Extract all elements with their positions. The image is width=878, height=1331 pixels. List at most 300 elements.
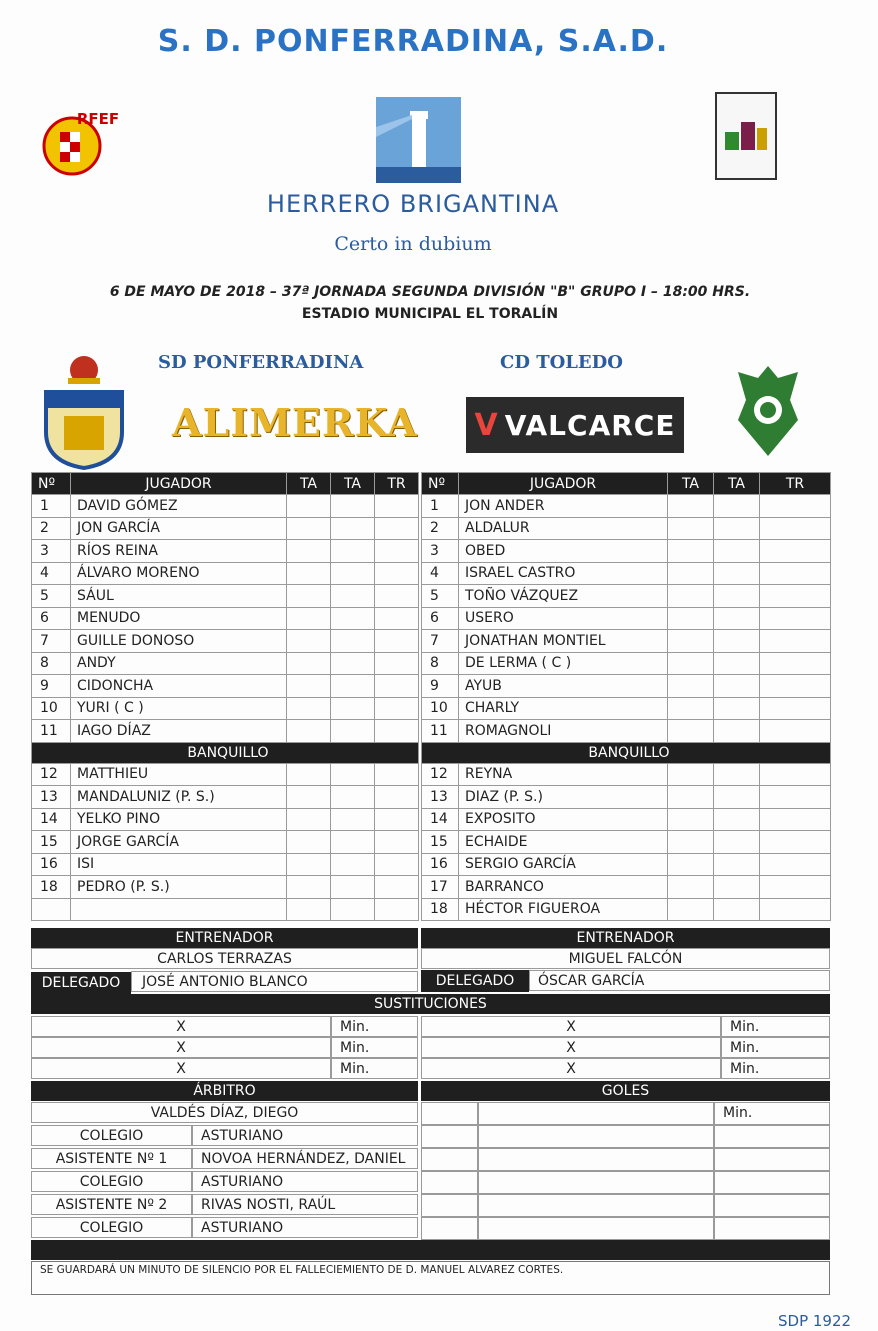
ta-cell — [287, 562, 331, 585]
player-number: 15 — [32, 831, 71, 854]
player-number: 10 — [32, 697, 71, 720]
club-title: S. D. PONFERRADINA, S.A.D. — [157, 24, 669, 59]
player-name: AYUB — [459, 675, 668, 698]
player-number: 16 — [32, 853, 71, 876]
lighthouse-logo — [376, 97, 461, 183]
tr-cell — [760, 495, 831, 518]
match-line: 6 DE MAYO DE 2018 – 37ª JORNADA SEGUNDA DIVISIÓN "B" GRUPO I – 18:00 HRS. — [109, 284, 751, 300]
ta-cell — [668, 652, 714, 675]
home-sub-min: Min. — [331, 1016, 418, 1037]
ta-cell — [714, 517, 760, 540]
ta-cell — [287, 786, 331, 809]
player-number: 15 — [422, 831, 459, 854]
home-team-name: SD PONFERRADINA — [158, 352, 364, 373]
ta-cell — [287, 763, 331, 786]
tr-cell — [760, 540, 831, 563]
ta-cell — [668, 786, 714, 809]
col-ta: TA — [668, 473, 714, 495]
ta-cell — [714, 652, 760, 675]
referee-value: ASTURIANO — [192, 1217, 418, 1238]
ta-cell — [714, 831, 760, 854]
goals-cell — [421, 1102, 478, 1125]
tr-cell — [375, 786, 419, 809]
table-row — [422, 697, 831, 720]
col-ta: TA — [287, 473, 331, 495]
referee-main: VALDÉS DÍAZ, DIEGO — [31, 1102, 418, 1123]
home-coach-label: ENTRENADOR — [31, 928, 418, 948]
ta-cell — [331, 876, 375, 899]
player-number: 7 — [32, 630, 71, 653]
ta-cell — [331, 898, 375, 921]
footer-note: SE GUARDARÁ UN MINUTO DE SILENCIO POR EL FALLECIEMIENTO DE D. MANUEL ALVAREZ CORTES. — [31, 1261, 830, 1295]
player-name: YURI ( C ) — [71, 697, 287, 720]
table-row — [32, 675, 419, 698]
player-name: DAVID GÓMEZ — [71, 495, 287, 518]
tr-cell — [375, 675, 419, 698]
player-name: JORGE GARCÍA — [71, 831, 287, 854]
player-number: 3 — [32, 540, 71, 563]
table-row — [32, 630, 419, 653]
subs-band: SUSTITUCIONES — [31, 994, 830, 1014]
tr-cell — [375, 876, 419, 899]
ta-cell — [287, 876, 331, 899]
player-number: 9 — [422, 675, 459, 698]
ta-cell — [287, 652, 331, 675]
ta-cell — [668, 720, 714, 743]
player-name: ISI — [71, 853, 287, 876]
ta-cell — [331, 517, 375, 540]
col-player: JUGADOR — [71, 473, 287, 495]
referee-role: COLEGIO — [31, 1217, 192, 1238]
goals-cell — [478, 1148, 714, 1171]
player-number: 16 — [422, 853, 459, 876]
player-number: 13 — [32, 786, 71, 809]
home-sub-min: Min. — [331, 1058, 418, 1079]
away-bench-band: BANQUILLO — [422, 742, 831, 763]
player-number: 7 — [422, 630, 459, 653]
player-name: YELKO PINO — [71, 808, 287, 831]
home-sub-x: X — [31, 1037, 331, 1058]
ta-cell — [714, 898, 760, 921]
tr-cell — [375, 585, 419, 608]
ta-cell — [331, 495, 375, 518]
tr-cell — [375, 697, 419, 720]
ta-cell — [668, 562, 714, 585]
ta-cell — [714, 720, 760, 743]
tr-cell — [760, 808, 831, 831]
player-number: 17 — [422, 876, 459, 899]
player-name: MANDALUNIZ (P. S.) — [71, 786, 287, 809]
goals-cell — [714, 1148, 830, 1171]
ta-cell — [331, 808, 375, 831]
table-row — [422, 720, 831, 743]
tr-cell — [760, 585, 831, 608]
table-row — [422, 675, 831, 698]
player-name: ROMAGNOLI — [459, 720, 668, 743]
home-sub-x: X — [31, 1016, 331, 1037]
player-name: TOÑO VÁZQUEZ — [459, 585, 668, 608]
player-name: OBED — [459, 540, 668, 563]
ta-cell — [287, 585, 331, 608]
tr-cell — [375, 495, 419, 518]
tr-cell — [375, 562, 419, 585]
tr-cell — [760, 675, 831, 698]
player-number: 3 — [422, 540, 459, 563]
away-team-name: CD TOLEDO — [500, 352, 623, 373]
player-name: ÁLVARO MORENO — [71, 562, 287, 585]
table-row — [32, 763, 419, 786]
player-number: 9 — [32, 675, 71, 698]
home-coach: CARLOS TERRAZAS — [31, 948, 418, 969]
tr-cell — [760, 630, 831, 653]
ta-cell — [287, 808, 331, 831]
ta-cell — [668, 876, 714, 899]
ta-cell — [331, 675, 375, 698]
player-number: 4 — [422, 562, 459, 585]
table-row — [32, 786, 419, 809]
player-name: RÍOS REINA — [71, 540, 287, 563]
player-number: 4 — [32, 562, 71, 585]
player-name: CIDONCHA — [71, 675, 287, 698]
player-number: 12 — [422, 763, 459, 786]
ta-cell — [714, 607, 760, 630]
goals-cell — [421, 1194, 478, 1217]
referee-value: ASTURIANO — [192, 1125, 418, 1146]
ta-cell — [331, 607, 375, 630]
ta-cell — [668, 585, 714, 608]
away-coach: MIGUEL FALCÓN — [421, 948, 830, 969]
tr-cell — [375, 808, 419, 831]
tr-cell — [760, 517, 831, 540]
ta-cell — [287, 675, 331, 698]
tr-cell — [375, 720, 419, 743]
tr-cell — [375, 517, 419, 540]
table-row — [32, 697, 419, 720]
referee-role: ASISTENTE Nº 2 — [31, 1194, 192, 1215]
goals-cell — [421, 1171, 478, 1194]
ta-cell — [714, 540, 760, 563]
ta-cell — [714, 585, 760, 608]
player-name: IAGO DÍAZ — [71, 720, 287, 743]
home-lineup-table — [31, 472, 419, 921]
home-delegate-label: DELEGADO — [31, 972, 131, 994]
referee-value: RIVAS NOSTI, RAÚL — [192, 1194, 418, 1215]
table-row — [422, 517, 831, 540]
player-name: PEDRO (P. S.) — [71, 876, 287, 899]
player-number: 14 — [32, 808, 71, 831]
ta-cell — [668, 630, 714, 653]
table-row — [422, 853, 831, 876]
player-name: JON ANDER — [459, 495, 668, 518]
ta-cell — [331, 786, 375, 809]
player-name: JON GARCÍA — [71, 517, 287, 540]
player-name: GUILLE DONOSO — [71, 630, 287, 653]
rfef-logo — [40, 102, 120, 182]
ta-cell — [714, 853, 760, 876]
ta-cell — [331, 540, 375, 563]
player-number: 5 — [32, 585, 71, 608]
bottom-band — [31, 1240, 830, 1260]
ta-cell — [714, 876, 760, 899]
table-row — [32, 607, 419, 630]
ta-cell — [331, 831, 375, 854]
player-name: MATTHIEU — [71, 763, 287, 786]
tr-cell — [760, 898, 831, 921]
referee-role: COLEGIO — [31, 1125, 192, 1146]
table-row — [32, 808, 419, 831]
ta-cell — [331, 630, 375, 653]
sponsor-name: HERRERO BRIGANTINA — [266, 190, 560, 218]
table-row — [32, 898, 419, 921]
away-sponsor-label: VALCARCE — [504, 408, 676, 442]
ta-cell — [668, 540, 714, 563]
home-sub-min: Min. — [331, 1037, 418, 1058]
player-name: BARRANCO — [459, 876, 668, 899]
col-num: Nº — [32, 473, 71, 495]
ta-cell — [287, 517, 331, 540]
player-number: 5 — [422, 585, 459, 608]
player-number: 11 — [32, 720, 71, 743]
tr-cell — [375, 540, 419, 563]
table-row — [422, 786, 831, 809]
away-sub-x: X — [421, 1058, 721, 1079]
goals-cell — [478, 1194, 714, 1217]
away-sub-min: Min. — [721, 1058, 830, 1079]
player-name: ALDALUR — [459, 517, 668, 540]
player-name — [71, 898, 287, 921]
table-row — [32, 853, 419, 876]
goals-cell — [478, 1217, 714, 1240]
table-row — [422, 898, 831, 921]
rfef-logo-text: RFEF — [76, 110, 120, 128]
ta-cell — [331, 720, 375, 743]
ta-cell — [668, 831, 714, 854]
player-number: 14 — [422, 808, 459, 831]
tr-cell — [760, 876, 831, 899]
tr-cell — [760, 763, 831, 786]
player-number — [32, 898, 71, 921]
referee-value: NOVOA HERNÁNDEZ, DANIEL — [192, 1148, 418, 1169]
player-number: 10 — [422, 697, 459, 720]
tr-cell — [375, 607, 419, 630]
player-name: USERO — [459, 607, 668, 630]
player-number: 2 — [422, 517, 459, 540]
ta-cell — [668, 898, 714, 921]
player-name: DE LERMA ( C ) — [459, 652, 668, 675]
home-sub-x: X — [31, 1058, 331, 1079]
table-row — [422, 763, 831, 786]
player-number: 8 — [32, 652, 71, 675]
goals-cell — [421, 1125, 478, 1148]
goals-cell — [478, 1171, 714, 1194]
player-name: ECHAIDE — [459, 831, 668, 854]
away-sub-x: X — [421, 1037, 721, 1058]
player-name: ISRAEL CASTRO — [459, 562, 668, 585]
table-row — [32, 585, 419, 608]
goals-cell — [478, 1125, 714, 1148]
table-row — [422, 495, 831, 518]
away-delegate: ÓSCAR GARCÍA — [529, 970, 830, 991]
ta-cell — [714, 763, 760, 786]
signature: SDP 1922 — [778, 1312, 852, 1330]
player-number: 18 — [32, 876, 71, 899]
table-row — [422, 876, 831, 899]
tr-cell — [375, 763, 419, 786]
player-number: 6 — [422, 607, 459, 630]
tr-cell — [760, 607, 831, 630]
player-number: 1 — [32, 495, 71, 518]
table-row — [32, 720, 419, 743]
goals-cell — [478, 1102, 714, 1125]
tr-cell — [760, 652, 831, 675]
player-number: 1 — [422, 495, 459, 518]
ta-cell — [714, 495, 760, 518]
player-number: 8 — [422, 652, 459, 675]
player-name: SERGIO GARCÍA — [459, 853, 668, 876]
ta-cell — [668, 763, 714, 786]
ta-cell — [714, 786, 760, 809]
tr-cell — [760, 697, 831, 720]
goals-cell — [714, 1125, 830, 1148]
ta-cell — [287, 720, 331, 743]
ta-cell — [714, 808, 760, 831]
ta-cell — [331, 652, 375, 675]
tr-cell — [760, 562, 831, 585]
tr-cell — [375, 652, 419, 675]
tr-cell — [375, 831, 419, 854]
ta-cell — [668, 808, 714, 831]
player-name: EXPOSITO — [459, 808, 668, 831]
tr-cell — [375, 898, 419, 921]
ta-cell — [668, 607, 714, 630]
table-row — [32, 540, 419, 563]
player-name: ANDY — [71, 652, 287, 675]
player-name: DIAZ (P. S.) — [459, 786, 668, 809]
table-row — [32, 517, 419, 540]
tr-cell — [760, 720, 831, 743]
ta-cell — [331, 853, 375, 876]
ta-cell — [331, 697, 375, 720]
away-lineup-table — [421, 472, 831, 921]
player-name: HÉCTOR FIGUEROA — [459, 898, 668, 921]
table-row — [422, 630, 831, 653]
ta-cell — [714, 675, 760, 698]
away-sponsor — [466, 397, 684, 453]
col-ta: TA — [714, 473, 760, 495]
table-row — [422, 540, 831, 563]
ta-cell — [287, 607, 331, 630]
tr-cell — [375, 630, 419, 653]
referee-band: ÁRBITRO — [31, 1081, 418, 1101]
player-number: 2 — [32, 517, 71, 540]
goals-cell — [714, 1217, 830, 1240]
player-number: 18 — [422, 898, 459, 921]
table-row — [422, 808, 831, 831]
ta-cell — [287, 898, 331, 921]
ta-cell — [714, 697, 760, 720]
goals-cell — [421, 1148, 478, 1171]
player-name: REYNA — [459, 763, 668, 786]
player-number: 6 — [32, 607, 71, 630]
table-row — [32, 652, 419, 675]
ta-cell — [668, 853, 714, 876]
away-sub-min: Min. — [721, 1016, 830, 1037]
table-row — [422, 831, 831, 854]
player-name: JONATHAN MONTIEL — [459, 630, 668, 653]
home-sponsor: ALIMERKA — [172, 400, 418, 445]
col-player: JUGADOR — [459, 473, 668, 495]
ta-cell — [287, 831, 331, 854]
ta-cell — [287, 495, 331, 518]
club-badge-icon — [715, 92, 777, 180]
player-number: 12 — [32, 763, 71, 786]
player-name: CHARLY — [459, 697, 668, 720]
referee-role: COLEGIO — [31, 1171, 192, 1192]
table-row — [422, 562, 831, 585]
ta-cell — [287, 697, 331, 720]
tr-cell — [760, 786, 831, 809]
tr-cell — [760, 853, 831, 876]
tr-cell — [375, 853, 419, 876]
table-row — [32, 562, 419, 585]
goals-cell: Min. — [714, 1102, 830, 1125]
ta-cell — [668, 675, 714, 698]
toledo-crest-icon — [732, 360, 804, 460]
ta-cell — [714, 630, 760, 653]
player-name: MENUDO — [71, 607, 287, 630]
col-ta: TA — [331, 473, 375, 495]
ta-cell — [287, 853, 331, 876]
player-number: 13 — [422, 786, 459, 809]
ta-cell — [331, 562, 375, 585]
referee-role: ASISTENTE Nº 1 — [31, 1148, 192, 1169]
col-num: Nº — [422, 473, 459, 495]
away-delegate-label: DELEGADO — [421, 970, 529, 992]
home-delegate: JOSÉ ANTONIO BLANCO — [131, 971, 418, 992]
col-tr: TR — [375, 473, 419, 495]
goals-cell — [714, 1171, 830, 1194]
table-row — [32, 831, 419, 854]
away-coach-label: ENTRENADOR — [421, 928, 830, 948]
player-number: 11 — [422, 720, 459, 743]
tr-cell — [760, 831, 831, 854]
away-sub-x: X — [421, 1016, 721, 1037]
table-row — [422, 585, 831, 608]
ta-cell — [668, 495, 714, 518]
sponsor-motto: Certo in dubium — [334, 233, 492, 255]
ta-cell — [714, 562, 760, 585]
goals-band: GOLES — [421, 1081, 830, 1101]
away-table-header — [422, 473, 831, 495]
table-row — [32, 876, 419, 899]
valcarce-logo-icon: V — [474, 407, 499, 443]
home-table-header — [32, 473, 419, 495]
home-bench-band: BANQUILLO — [32, 742, 419, 763]
table-row — [422, 652, 831, 675]
player-name: SÁUL — [71, 585, 287, 608]
ta-cell — [331, 763, 375, 786]
ta-cell — [668, 697, 714, 720]
referee-value: ASTURIANO — [192, 1171, 418, 1192]
ta-cell — [287, 540, 331, 563]
table-row — [32, 495, 419, 518]
goals-cell — [714, 1194, 830, 1217]
ta-cell — [287, 630, 331, 653]
col-tr: TR — [760, 473, 831, 495]
ta-cell — [668, 517, 714, 540]
table-row — [422, 607, 831, 630]
stadium: ESTADIO MUNICIPAL EL TORALÍN — [301, 306, 559, 322]
